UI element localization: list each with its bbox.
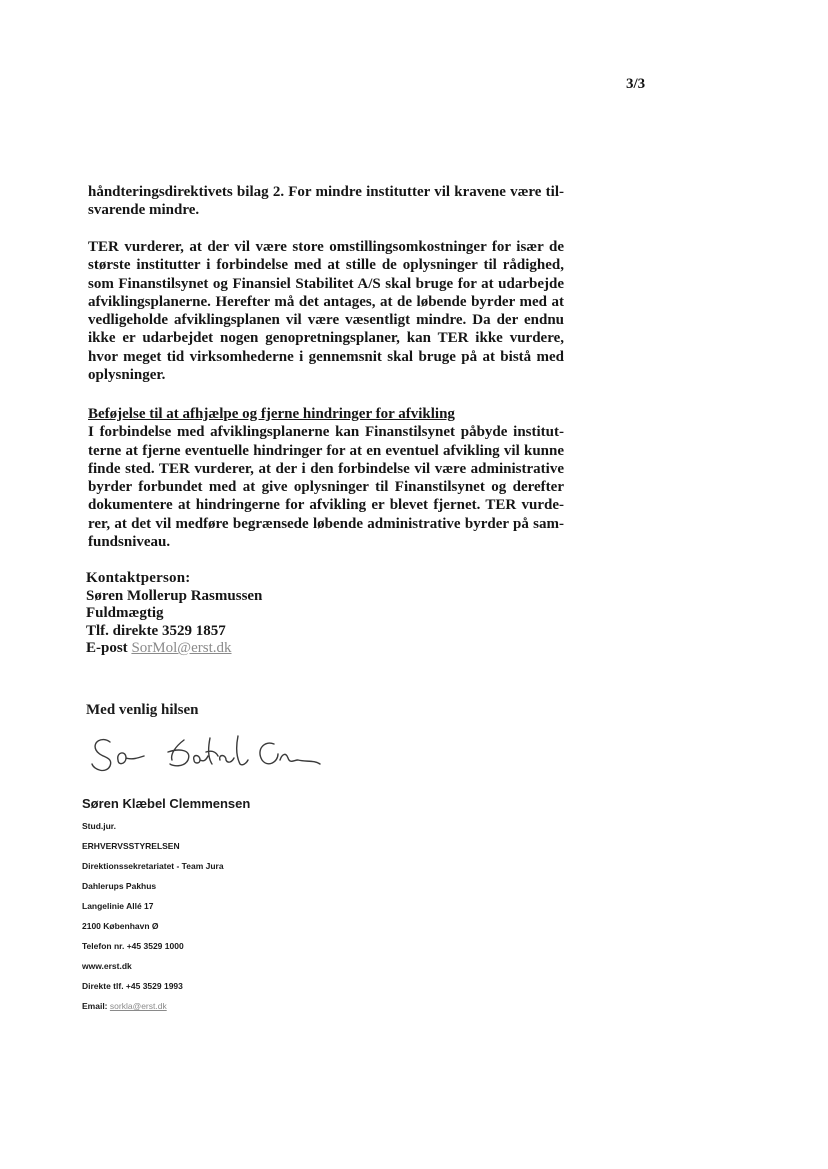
paragraph-2 bbox=[88, 238, 564, 384]
paragraph-2-text: TER vurderer, at der vil være store omstillingsomkostninger for især de største institutter i forbindelse med at stille de oplysninger til rådighed, som Finanstilsynet og Finansiel Stabilitet A/S skal bruge for at udarbejde afviklingsplanerne. Herefter må det antages, at de løbende byrder med at vedligeholde afviklingsplanen vil være væsentligt mindre. Da der endnu ikke er udarbejdet nogen genopretningsplaner, kan TER ikke vurdere, hvor meget tid virksomhederne i gennemsnit skal bruge på at bistå med oplysninger. bbox=[88, 239, 564, 384]
contact-title: Fuldmægtig bbox=[86, 605, 164, 621]
paragraph-3-text: I forbindelse med afviklingsplanerne kan Finanstilsynet påbyde institut-terne at fjerne eventuelle hindringer for at en eventuel afvikling vil kunne finde sted. TER vurderer, at der i den forbindelse vil være administrative byrder forbundet med at give oplysninger til Finanstilsynet og derefter dokumentere at hindringerne for afvikling er blevet fjernet. TER vurde-rer, at det vil medføre begrænsede løbende administrative byrder på sam-fundsniveau. bbox=[88, 424, 564, 551]
signer-name: Søren Klæbel Clemmensen bbox=[82, 796, 251, 811]
direct-phone: Direkte tlf. +45 3529 1993 bbox=[82, 981, 183, 991]
website: www.erst.dk bbox=[82, 961, 132, 971]
contact-heading: Kontaktperson: bbox=[86, 570, 191, 586]
page-number: 3/3 bbox=[626, 76, 646, 92]
section-heading: Beføjelse til at afhjælpe og fjerne hindringer for afvikling bbox=[88, 406, 455, 422]
contact-email-label: E-post bbox=[86, 640, 128, 656]
paragraph-1 bbox=[88, 183, 564, 220]
closing-greeting: Med venlig hilsen bbox=[86, 702, 199, 718]
contact-block bbox=[86, 570, 262, 658]
signer-title: Stud.jur. bbox=[82, 821, 116, 831]
department-name: Direktionssekretariatet - Team Jura bbox=[82, 861, 224, 871]
contact-email-row bbox=[86, 640, 262, 658]
street-address: Langelinie Allé 17 bbox=[82, 901, 154, 911]
paragraph-3 bbox=[88, 405, 564, 551]
postal-city: 2100 København Ø bbox=[82, 921, 159, 931]
contact-phone: Tlf. direkte 3529 1857 bbox=[86, 622, 226, 639]
handwritten-signature bbox=[88, 730, 328, 780]
email-row bbox=[82, 996, 250, 1016]
main-phone: Telefon nr. +45 3529 1000 bbox=[82, 941, 184, 951]
signer-email-link[interactable]: sorkla@erst.dk bbox=[109, 1001, 167, 1011]
paragraph-1-text: håndteringsdirektivets bilag 2. For mindre institutter vil kravene være til-svarende mindre. bbox=[88, 184, 564, 219]
contact-email-link[interactable]: SorMol@erst.dk bbox=[131, 640, 232, 656]
organization-name: ERHVERVSSTYRELSEN bbox=[82, 841, 180, 851]
email-label: Email: bbox=[82, 1001, 108, 1011]
signature-block bbox=[82, 796, 250, 1016]
building-name: Dahlerups Pakhus bbox=[82, 881, 157, 891]
contact-name: Søren Mollerup Rasmussen bbox=[86, 587, 263, 604]
